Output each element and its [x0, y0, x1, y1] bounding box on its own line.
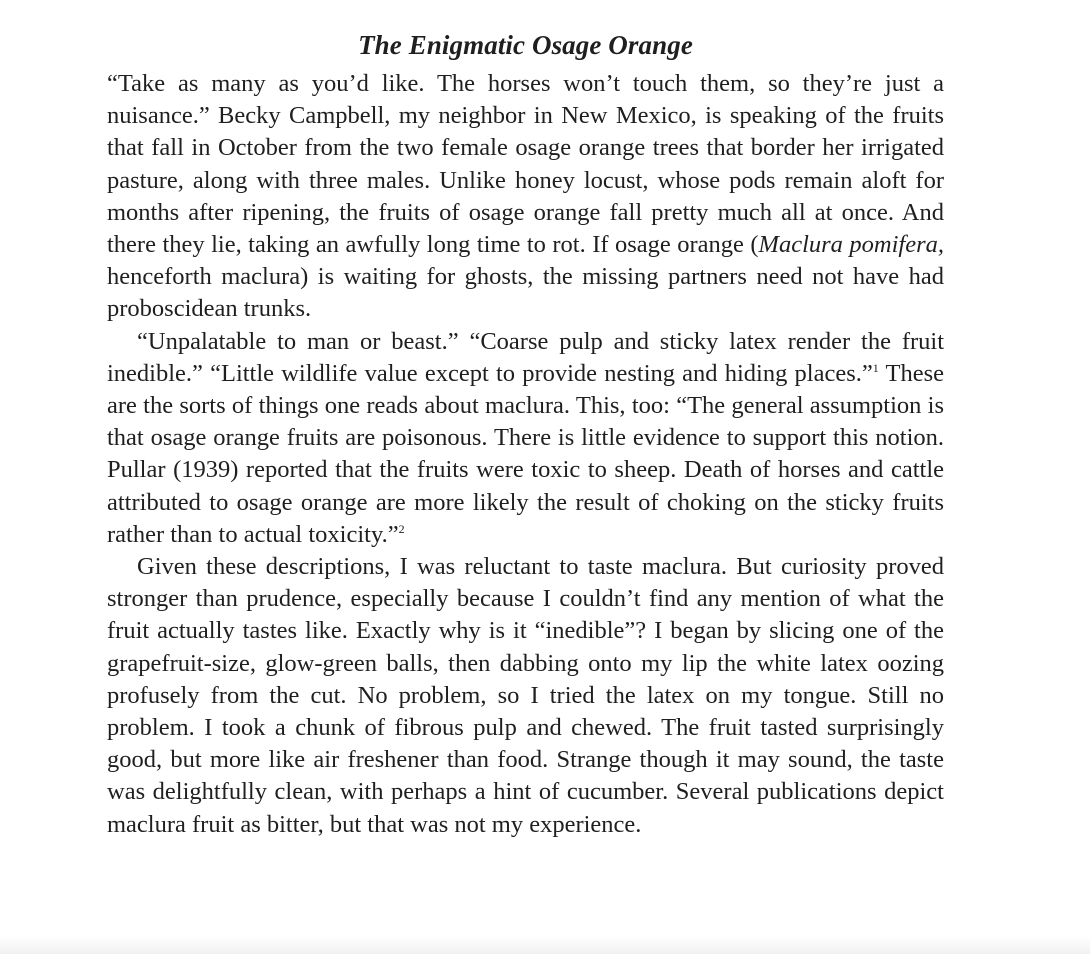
paragraph-3	[107, 551, 944, 841]
paragraph-2-text-continued: These are the sorts of things one reads about maclura. This, too: “The general assumption is that osage orange fruits are poisonous. There is little evidence to support this notion. Pullar (1939) reported that the fruits were toxic to sheep. Death of horses and cattle attributed to osage orange are more likely the result of choking on the sticky fruits rather than to actual toxicity.”	[107, 359, 945, 548]
paragraph-1-text: “Take as many as you’d like. The horses won’t touch them, so they’re just a nuisance.” Becky Campbell, my neighbor in New Mexico, is speaking of the fruits that fall in October from the two female osage orange trees that border her irrigated pasture, along with three males. Unlike honey locust, whose pods remain aloft for months after ripening, the fruits of osage orange fall pretty much all at once. And there they lie, taking an awfully long time to rot. If osage orange (	[107, 70, 944, 259]
paragraph-1	[107, 68, 944, 326]
footnote-ref-1: 1	[872, 360, 879, 375]
paragraph-2	[107, 326, 944, 551]
paragraph-2-text: “Unpalatable to man or beast.” “Coarse pulp and sticky latex render the fruit inedible.” “Little wildlife value except to provide nesting and hiding places.”	[107, 327, 944, 387]
paragraph-3-text: Given these descriptions, I was reluctant to taste maclura. But curiosity proved stronger than prudence, especially because I couldn’t find any mention of what the fruit actually tastes like. Exactly why is it “inedible”? I began by slicing one of the grapefruit-size, glow-green balls, then dabbing onto my lip the white latex oozing profusely from the cut. No problem, so I tried the latex on my tongue. Still no problem. I took a chunk of fibrous pulp and chewed. The fruit tasted surprisingly good, but more like air freshener than food. Strange though it may sound, the taste was delightfully clean, with perhaps a hint of cucumber. Several publications depict maclura fruit as bitter, but that was not my experience.	[107, 553, 944, 838]
paragraph-1-text-continued: henceforth maclura) is waiting for ghosts, the missing partners need not have had proboscidean trunks.	[107, 263, 944, 323]
footnote-ref-2: 2	[398, 521, 405, 536]
page-bottom-shadow	[0, 936, 1090, 954]
chapter-title: The Enigmatic Osage Orange	[358, 30, 693, 61]
species-name: Maclura pomifera,	[758, 231, 944, 259]
book-page	[107, 0, 944, 954]
body-text	[107, 68, 944, 841]
